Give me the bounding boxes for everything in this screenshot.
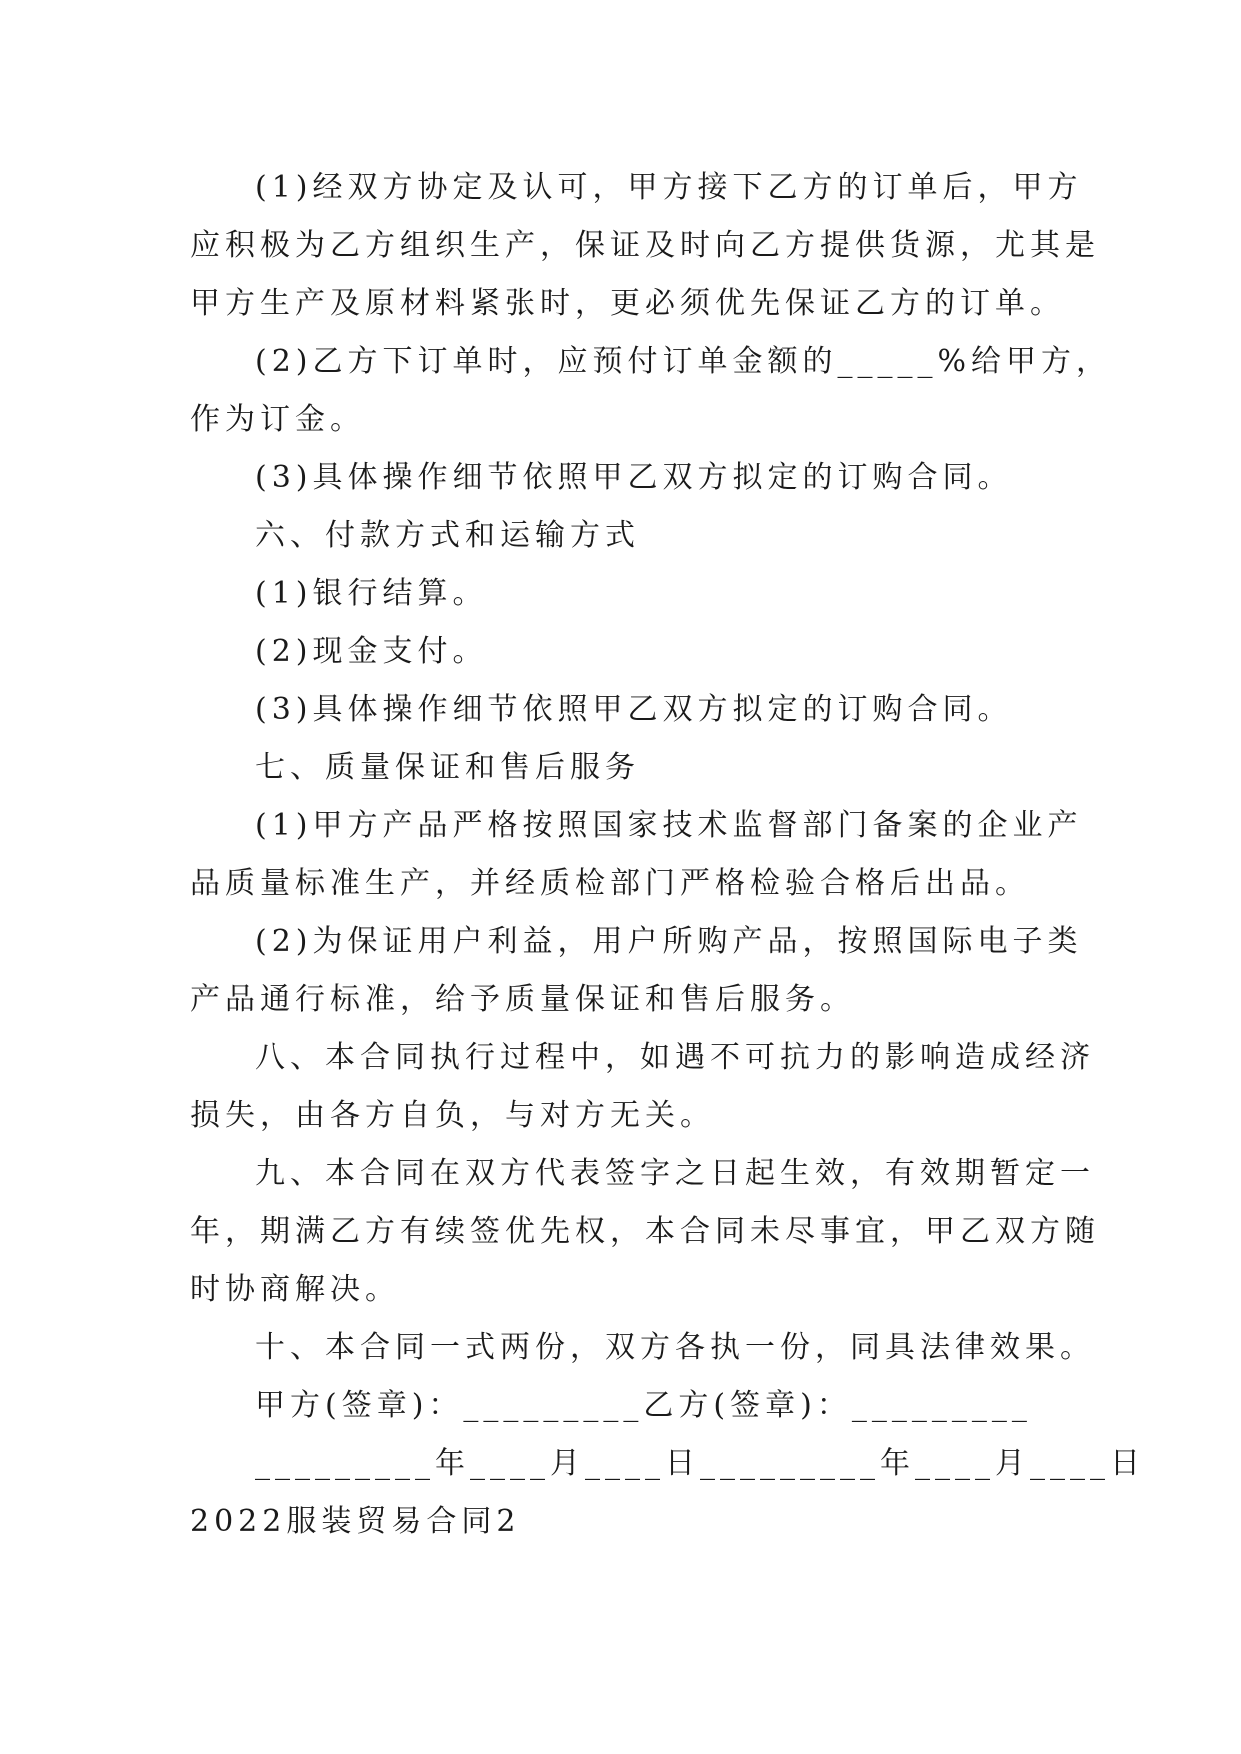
paragraph-line: 年，期满乙方有续签优先权，本合同未尽事宜，甲乙双方随 [190, 1214, 1100, 1249]
paragraph-line: 时协商解决。 [190, 1272, 400, 1307]
paragraph-line: 甲方生产及原材料紧张时，更必须优先保证乙方的订单。 [190, 286, 1065, 321]
next-document-title: 2022服装贸易合同2 [190, 1504, 521, 1539]
paragraph-line: 产品通行标准，给予质量保证和售后服务。 [190, 982, 855, 1017]
signature-line: 甲方(签章)：_________乙方(签章)：_________ [255, 1388, 1032, 1423]
paragraph-line: (2)为保证用户利益，用户所购产品，按照国际电子类 [255, 924, 1083, 959]
paragraph-line: (1)银行结算。 [255, 576, 488, 611]
paragraph-line: 八、本合同执行过程中，如遇不可抗力的影响造成经济 [255, 1040, 1095, 1075]
section-heading: 六、付款方式和运输方式 [255, 518, 640, 553]
paragraph-line: 九、本合同在双方代表签字之日起生效，有效期暂定一 [255, 1156, 1095, 1191]
paragraph-line: (3)具体操作细节依照甲乙双方拟定的订购合同。 [255, 692, 1013, 727]
paragraph-line: 应积极为乙方组织生产，保证及时向乙方提供货源，尤其是 [190, 228, 1100, 263]
paragraph-line: 作为订金。 [190, 402, 365, 437]
paragraph-line: (2)乙方下订单时，应预付订单金额的_____%给甲方， [255, 344, 1112, 379]
paragraph-line: 损失，由各方自负，与对方无关。 [190, 1098, 715, 1133]
paragraph-line: (2)现金支付。 [255, 634, 488, 669]
date-line: _________年____月____日_________年____月____日 [255, 1446, 1145, 1481]
paragraph-line: 品质量标准生产，并经质检部门严格检验合格后出品。 [190, 866, 1030, 901]
section-heading: 七、质量保证和售后服务 [255, 750, 640, 785]
paragraph-line: (3)具体操作细节依照甲乙双方拟定的订购合同。 [255, 460, 1013, 495]
paragraph-line: 十、本合同一式两份，双方各执一份，同具法律效果。 [255, 1330, 1095, 1365]
paragraph-line: (1)经双方协定及认可，甲方接下乙方的订单后，甲方 [255, 170, 1083, 205]
paragraph-line: (1)甲方产品严格按照国家技术监督部门备案的企业产 [255, 808, 1083, 843]
